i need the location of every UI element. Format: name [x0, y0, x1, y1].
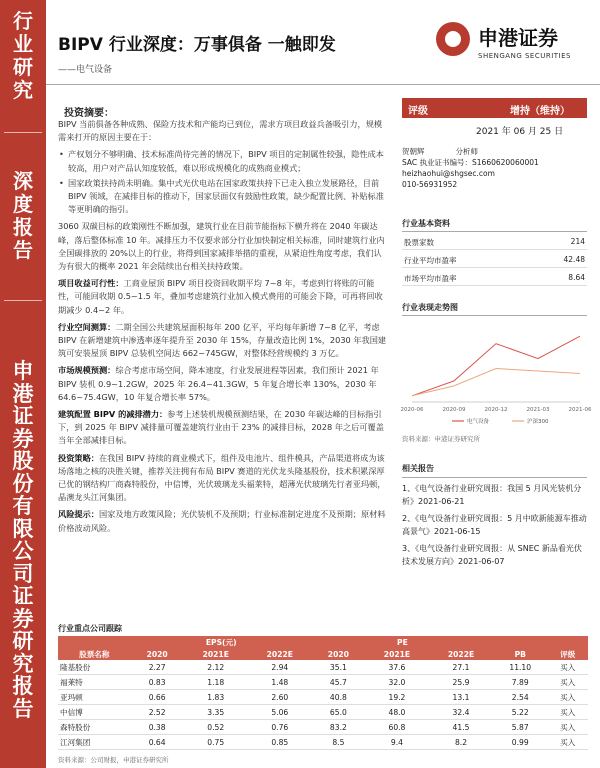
report-date: 2021 年 06 月 25 日	[476, 127, 564, 137]
analyst-info	[402, 146, 587, 190]
table-cell: 买入	[547, 720, 588, 735]
paragraph-text: 综合考虑市场空间，降本速度，行业发展进程等因素，我们预计 2021 年 BIPV 装机 0.9~1.2GW，2025 年 26.4~41.3GW，5 年复合增长率 130%，2030 年 64.6~75.4GW，10 年复合增长率 57%。	[58, 365, 379, 402]
table-cell: 2.94	[248, 660, 312, 675]
table-header-cell: 2021E	[184, 648, 248, 660]
logo-icon	[436, 22, 470, 56]
table-cell: 5.06	[248, 705, 312, 720]
basics-value: 8.64	[568, 273, 585, 282]
stock-name-cell: 江河集团	[58, 735, 131, 750]
table-header-cell: 2020	[131, 648, 184, 660]
related-reports	[402, 462, 587, 572]
table-cell: 0.99	[493, 735, 547, 750]
table-cell: 5.22	[493, 705, 547, 720]
stock-name-cell: 亚玛顿	[58, 690, 131, 705]
paragraph-label: 项目收益可行性：	[58, 278, 124, 289]
x-tick-label: 2020-09	[442, 407, 466, 413]
paragraph-text: 国家及地方政策风险；光伏装机不及预期；行业标准制定进度不及预期；原材料价格波动风险。	[58, 509, 386, 533]
stock-name-cell: 福莱特	[58, 675, 131, 690]
sidebar-category	[0, 10, 46, 102]
paragraph-text: 工商业屋顶 BIPV 项目投资回收期平均 7~8 年，考虑到行将账的可能性，可能回收期 0.5~1.5 年，叠加考虑建筑行业加入模式费用的可能会下降，可再将回收期减少 0.4~2 年。	[58, 278, 383, 315]
sidebar-company	[0, 360, 46, 720]
chart-source: 资料来源：申港证券研究所	[402, 435, 480, 443]
table-cell: 0.64	[131, 735, 184, 750]
abstract-bullets	[58, 148, 388, 216]
table-cell: 2.12	[184, 660, 248, 675]
table-row	[58, 690, 588, 705]
table-header-cell: 2022E	[429, 648, 493, 660]
table-cell: 41.5	[429, 720, 493, 735]
abstract-heading: 投资摘要：	[64, 108, 114, 119]
table-row	[58, 720, 588, 735]
table-footnote: 资料来源：公司财报，申港证券研究所	[58, 756, 169, 764]
report-link[interactable]: 3、《电气设备行业研究周报：从 SNEC 新品看光伏技术发展方向》2021-06-07	[402, 544, 582, 566]
analyst-email[interactable]: heizhaohui@shgsec.com	[402, 169, 495, 178]
basics-key: 市场平均市盈率	[404, 274, 457, 283]
basics-heading: 行业基本资料	[402, 218, 587, 232]
basics-key: 行业平均市盈率	[404, 256, 457, 265]
table-cell: 0.85	[248, 735, 312, 750]
table-cell: 2.52	[131, 705, 184, 720]
table-cell: 11.10	[493, 660, 547, 675]
paragraph-label: 行业空间测算：	[58, 321, 116, 332]
paragraph-text: 参考上述装机规模预测结果，在 2030 年碳达峰的目标指引下，到 2025 年 BIPV 减排量可覆盖建筑行业由于 23% 的减排目标，2028 年之后可覆盖当年全部减排目标。	[58, 409, 384, 446]
table-header-cell	[58, 636, 131, 648]
sidebar-report-type	[0, 170, 46, 262]
table-cell: 1.83	[184, 690, 248, 705]
table-cell: 1.18	[184, 675, 248, 690]
abstract-paragraph	[58, 508, 388, 534]
table-header-cell: PB	[493, 648, 547, 660]
table-cell: 32.4	[429, 705, 493, 720]
performance-chart	[400, 322, 592, 428]
table-cell: 7.89	[493, 675, 547, 690]
table-header-cell	[547, 636, 588, 648]
paragraph-label: 风险提示：	[58, 509, 99, 520]
table-cell: 3.35	[184, 705, 248, 720]
table-cell: 27.1	[429, 660, 493, 675]
logo-en-text: SHENGANG SECURITIES	[478, 52, 571, 60]
sidebar	[0, 0, 46, 768]
rating-bar	[402, 98, 587, 118]
table-cell: 买入	[547, 675, 588, 690]
table-row	[58, 735, 588, 750]
table-header-cell: 2020	[312, 648, 365, 660]
sidebar-company-text: 申港证券股份有限公司证券研究报告	[12, 358, 34, 721]
table-cell: 0.75	[184, 735, 248, 750]
rating-label: 评级	[408, 106, 428, 117]
company-logo	[436, 22, 586, 68]
table-cell: 35.1	[312, 660, 365, 675]
report-title: BIPV 行业深度：万事俱备 一触即发	[58, 35, 336, 55]
paragraph-label: 市场规模预测：	[58, 365, 116, 376]
table-cell: 买入	[547, 705, 588, 720]
basics-key: 股票家数	[404, 238, 434, 247]
basics-row	[402, 272, 587, 286]
x-tick-label: 2021-03	[526, 407, 550, 413]
report-link[interactable]: 1、《电气设备行业研究周报：我国 5 月风光装机分析》2021-06-21	[402, 484, 582, 506]
table-cell: 买入	[547, 735, 588, 750]
table-heading: 行业重点公司跟踪	[58, 624, 122, 633]
table-row	[58, 675, 588, 690]
analyst-sac: SAC 执业证书编号：S1660620060001	[402, 158, 539, 167]
table-cell: 65.0	[312, 705, 365, 720]
chart-heading: 行业表现走势图	[402, 302, 587, 316]
table-cell: 买入	[547, 660, 588, 675]
table-row	[58, 705, 588, 720]
abstract-paragraph	[58, 452, 388, 505]
table-cell: 0.52	[184, 720, 248, 735]
table-cell: 48.0	[365, 705, 429, 720]
table-cell: 60.8	[365, 720, 429, 735]
abstract-bullet: • 国家政策扶持尚未明确。集中式光伏电站在国家政策扶持下已走入独立发展路径，目前 BIPV 领域，在减排目标的推动下，国家层面仅有鼓励性政策，缺少配置比例、补贴标准等更明确的指引。	[68, 177, 388, 217]
table-header-cell: 2022E	[248, 648, 312, 660]
x-tick-label: 2020-12	[484, 407, 508, 413]
table-cell: 83.2	[312, 720, 365, 735]
company-table	[58, 636, 588, 750]
paragraph-text: 二期全国公共建筑屋面积每年 200 亿平，平均每年新增 7~8 亿平，考虑 BIPV 在新增建筑中渗透率逐年提升至 2030 年 15%，存量改造比例 1%，2030 年我国建筑可安装屋顶 BIPV 总装机空间达 662~745GW，对整体经营规模约 3 万亿。	[58, 321, 387, 359]
logo-cn-text: 申港证券	[478, 26, 558, 50]
table-header-cell: 2021E	[365, 648, 429, 660]
table-group-header-cell: PE	[312, 636, 493, 648]
table-cell: 5.87	[493, 720, 547, 735]
table-cell: 13.1	[429, 690, 493, 705]
sidebar-divider	[4, 300, 42, 301]
report-subtitle: ——电气设备	[58, 65, 113, 75]
table-cell: 0.38	[131, 720, 184, 735]
report-link[interactable]: 2、《电气设备行业研究周报：5 月中欧新能源车推动高景气》2021-06-15	[402, 514, 587, 536]
analyst-name: 贺朝辉	[402, 147, 425, 156]
sidebar-category-text: 行业研究	[13, 9, 33, 102]
table-cell: 45.7	[312, 675, 365, 690]
abstract-paragraph: 3060 双碳目标的政策刚性不断加强，建筑行业在目前节能指标下横升将在 2040 年碳达峰，落后整体标准 10 年。减排压力不仅要求部分行业加快制定相关标准，同时建筑行业内全国碳排放的 20%以上的行业，将得到国家减排举措的重视，从紧迫性角度考虑，我们认为有很大的概率 2021 年会陆续出台相关扶持政策。	[58, 221, 385, 272]
table-cell: 2.54	[493, 690, 547, 705]
abstract-intro: BIPV 当前俱备各种成熟、保险方技术和产能均已到位，需求方项目政益兵备吸引力，规模需来打开的原因主要在于：	[58, 119, 383, 143]
stock-name-cell: 森特股份	[58, 720, 131, 735]
table-row	[58, 660, 588, 675]
table-body	[58, 660, 588, 750]
table-cell: 1.48	[248, 675, 312, 690]
abstract-paragraph	[58, 408, 388, 448]
analyst-line	[402, 146, 587, 157]
table-cell: 0.66	[131, 690, 184, 705]
paragraph-text: 在我国 BIPV 持续的商业模式下，组件及电池片、组件模具，产品渠道将成为该场落地之核的决胜关键，推荐关注拥有布局 BIPV 赛道的光伏龙头隆基股份，技术积累深厚已优的钢结构厂商森特股份，中信博，光伏玻璃龙头福莱特，超薄光伏玻璃先行者亚玛顿，晶澳龙头江河集团。	[58, 452, 386, 503]
table-cell: 0.76	[248, 720, 312, 735]
abstract-paragraph	[58, 364, 388, 404]
rating-value: 增持（维持）	[510, 106, 570, 117]
series-line	[412, 336, 580, 396]
basics-row	[402, 236, 587, 250]
table-header-cell	[493, 636, 547, 648]
x-tick-label: 2020-06	[400, 407, 424, 413]
legend-label: 沪深300	[527, 419, 549, 425]
abstract-bullet: • 产权划分不够明确、技术标准尚待完善的情况下，BIPV 项目的定制属性较强，隐性成本较高，用户对产品认知度较低，难以形成规模化的成熟商业模式；	[68, 148, 388, 174]
table-header-cell: 股票名称	[58, 648, 131, 660]
abstract-body	[58, 118, 388, 539]
basics-row	[402, 254, 587, 268]
abstract-paragraph	[58, 277, 388, 317]
table-cell: 32.0	[365, 675, 429, 690]
table-cell: 37.6	[365, 660, 429, 675]
table-cell: 买入	[547, 690, 588, 705]
table-group-header-cell: EPS(元)	[131, 636, 312, 648]
table-cell: 8.5	[312, 735, 365, 750]
table-header-cell: 评级	[547, 648, 588, 660]
table-cell: 19.2	[365, 690, 429, 705]
x-tick-label: 2021-06	[568, 407, 592, 413]
sidebar-divider	[4, 132, 42, 133]
analyst-phone: 010-56931952	[402, 180, 458, 189]
paragraph-label: 建筑配置 BIPV 的减排潜力：	[58, 409, 168, 420]
reports-heading: 相关报告	[402, 462, 587, 478]
table-group-header	[58, 636, 588, 648]
series-line	[412, 368, 580, 395]
table-cell: 8.2	[429, 735, 493, 750]
abstract-paragraph	[58, 321, 388, 361]
table-cell: 2.60	[248, 690, 312, 705]
basics-value: 42.48	[563, 255, 585, 264]
analyst-role: 分析师	[455, 147, 478, 156]
table-cell: 9.4	[365, 735, 429, 750]
table-cell: 2.27	[131, 660, 184, 675]
table-cell: 40.8	[312, 690, 365, 705]
stock-name-cell: 中信博	[58, 705, 131, 720]
basics-value: 214	[570, 237, 585, 246]
header-divider	[46, 84, 600, 85]
sidebar-report-type-text: 深度报告	[13, 169, 33, 262]
table-cell: 0.83	[131, 675, 184, 690]
table-header-row	[58, 648, 588, 660]
table-cell: 25.9	[429, 675, 493, 690]
stock-name-cell: 隆基股份	[58, 660, 131, 675]
paragraph-label: 投资策略：	[58, 452, 99, 463]
legend-label: 电气设备	[467, 419, 490, 425]
